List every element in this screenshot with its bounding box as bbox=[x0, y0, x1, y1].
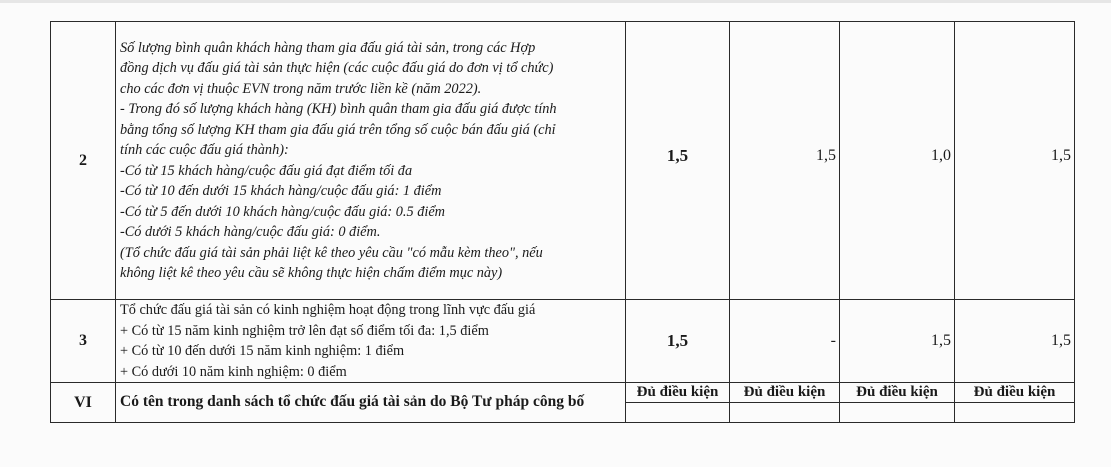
criteria-line: tính các cuộc đấu giá thành): bbox=[120, 142, 289, 158]
row-number: VI bbox=[51, 383, 116, 423]
criteria-line: + Có dưới 10 năm kinh nghiệm: 0 điểm bbox=[120, 363, 347, 380]
criteria-line: (Tổ chức đấu giá tài sản phải liệt kê theo yêu cầu "có mẫu kèm theo", nếu bbox=[120, 244, 543, 261]
score-bidder-3: 1,5 bbox=[955, 22, 1075, 300]
page-edge bbox=[0, 0, 1111, 3]
criteria-text bbox=[116, 300, 626, 383]
criteria-line: -Có từ 5 đến dưới 10 khách hàng/cuộc đấu giá: 0.5 điểm bbox=[120, 203, 445, 220]
criteria-line: Tổ chức đấu giá tài sản có kinh nghiệm hoạt động trong lĩnh vực đấu giá bbox=[120, 302, 536, 318]
criteria-text bbox=[116, 22, 626, 300]
max-score bbox=[626, 383, 730, 423]
evaluation-table bbox=[50, 21, 1075, 423]
max-score: 1,5 bbox=[626, 22, 730, 300]
table-row bbox=[51, 300, 1075, 383]
score-bidder-2: 1,0 bbox=[840, 22, 955, 300]
eligibility-label: Đủ điều kiện bbox=[840, 383, 954, 403]
table-row bbox=[51, 383, 1075, 423]
score-bidder-2 bbox=[840, 383, 955, 423]
criteria-line: Số lượng bình quân khách hàng tham gia đấu giá tài sản, trong các Hợp bbox=[120, 39, 536, 56]
eligibility-label: Đủ điều kiện bbox=[626, 383, 729, 403]
score-bidder-3: 1,5 bbox=[955, 300, 1075, 383]
eligibility-label: Đủ điều kiện bbox=[730, 383, 839, 403]
criteria-line: + Có từ 10 đến dưới 15 năm kinh nghiệm: 1 điểm bbox=[120, 343, 405, 359]
score-bidder-1 bbox=[730, 383, 840, 423]
row-number: 2 bbox=[51, 22, 116, 300]
criteria-line: không liệt kê theo yêu cầu sẽ không thực hiện chấm điểm mục này) bbox=[120, 265, 503, 281]
criteria-line: cho các đơn vị thuộc EVN trong năm trước liền kề (năm 2022). bbox=[120, 80, 482, 97]
score-bidder-3 bbox=[955, 383, 1075, 423]
score-bidder-1: - bbox=[730, 300, 840, 383]
score-bidder-1: 1,5 bbox=[730, 22, 840, 300]
table-row bbox=[51, 22, 1075, 300]
criteria-text: Có tên trong danh sách tổ chức đấu giá tài sản do Bộ Tư pháp công bố bbox=[116, 383, 626, 423]
row-number: 3 bbox=[51, 300, 116, 383]
criteria-line: bằng tổng số lượng KH tham gia đấu giá trên tổng số cuộc bán đấu giá (chỉ bbox=[120, 121, 556, 138]
criteria-line: -Có từ 10 đến dưới 15 khách hàng/cuộc đấu giá: 1 điểm bbox=[120, 183, 442, 199]
criteria-line: -Có dưới 5 khách hàng/cuộc đấu giá: 0 điểm. bbox=[120, 224, 381, 240]
criteria-line: -Có từ 15 khách hàng/cuộc đấu giá đạt điểm tối đa bbox=[120, 162, 413, 179]
max-score: 1,5 bbox=[626, 300, 730, 383]
score-bidder-2: 1,5 bbox=[840, 300, 955, 383]
eligibility-label: Đủ điều kiện bbox=[955, 383, 1074, 403]
criteria-line: + Có từ 15 năm kinh nghiệm trở lên đạt số điểm tối đa: 1,5 điểm bbox=[120, 322, 489, 339]
criteria-line: - Trong đó số lượng khách hàng (KH) bình quân tham gia đấu giá được tính bbox=[120, 101, 557, 117]
criteria-line: đồng dịch vụ đấu giá tài sản thực hiện (các cuộc đấu giá do đơn vị tổ chức) bbox=[120, 60, 554, 76]
